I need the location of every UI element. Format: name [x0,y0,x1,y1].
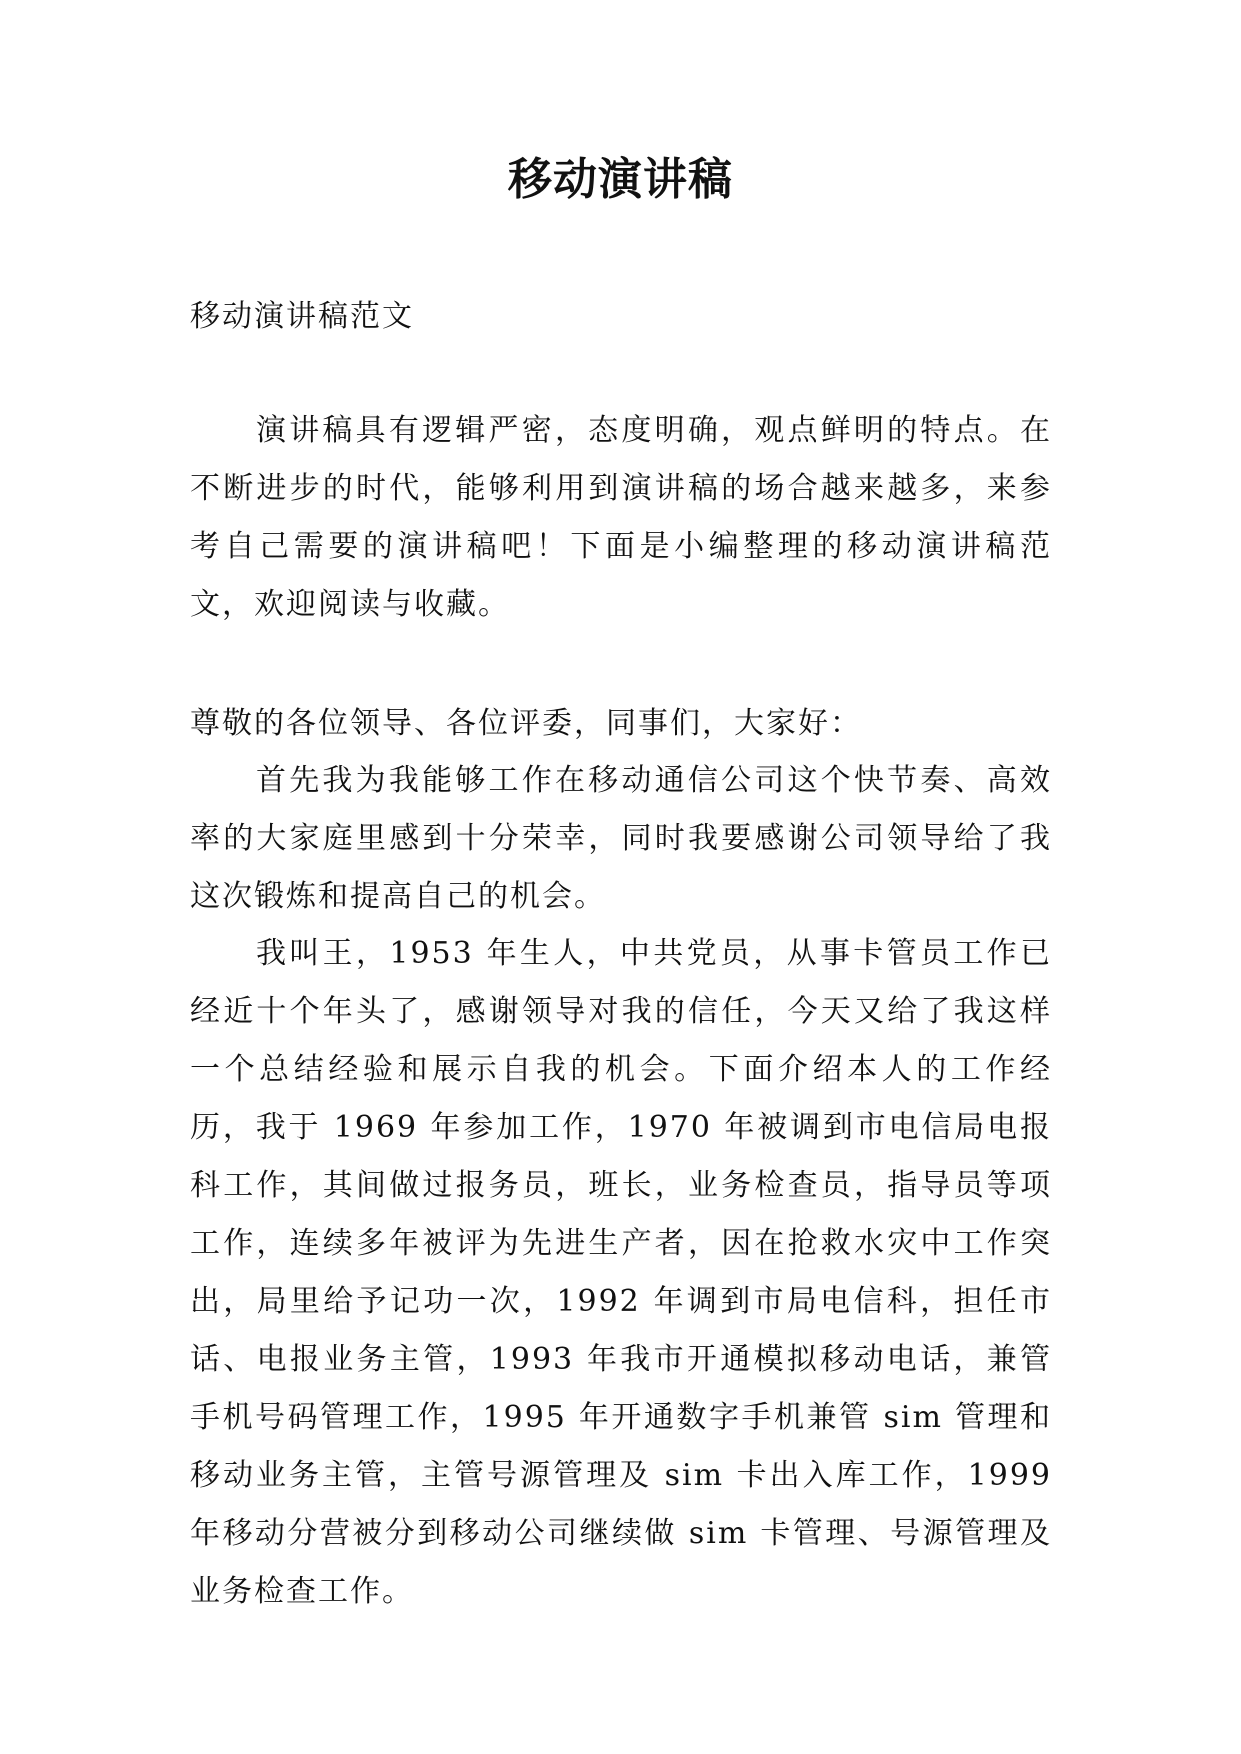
body-paragraph-1: 首先我为我能够工作在移动通信公司这个快节奏、高效率的大家庭里感到十分荣幸，同时我要感谢公司领导给了我这次锻炼和提高自己的机会。 [190,763,1052,914]
document-subtitle: 移动演讲稿范文 [190,299,414,334]
greeting-line: 尊敬的各位领导、各位评委，同事们，大家好： [190,706,862,741]
body-paragraph-2: 我叫王，1953 年生人，中共党员，从事卡管员工作已经近十个年头了，感谢领导对我的信任，今天又给了我这样一个总结经验和展示自我的机会。下面介绍本人的工作经历，我于 1969 年参加工作，1970 年被调到市电信局电报科工作，其间做过报务员，班长，业务检查员，指导员等项工作，连续多年被评为先进生产者，因在抢救水灾中工作突出，局里给予记功一次，1992 年调到市局电信科，担任市话、电报业务主管，1993 年我市开通模拟移动电话，兼管手机号码管理工作，1995 年开通数字手机兼管 sim 管理和移动业务主管，主管号源管理及 sim 卡出入库工作，1999 年移动分营被分到移动公司继续做 sim 卡管理、号源管理及业务检查工作。 [190,936,1052,1609]
intro-paragraph: 演讲稿具有逻辑严密，态度明确，观点鲜明的特点。在不断进步的时代，能够利用到演讲稿的场合越来越多，来参考自己需要的演讲稿吧！下面是小编整理的移动演讲稿范文，欢迎阅读与收藏。 [190,413,1052,622]
document-title: 移动演讲稿 [508,154,733,205]
